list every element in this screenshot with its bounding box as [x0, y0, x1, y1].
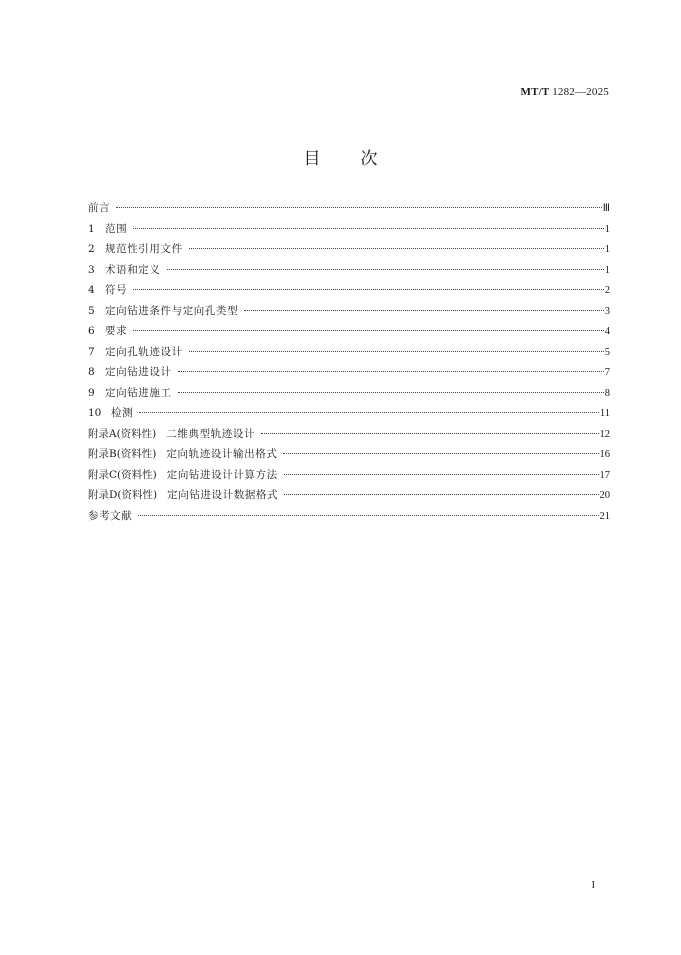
toc-entry-4[interactable]	[88, 280, 610, 301]
document-code-number: 1282—2025	[552, 86, 609, 98]
toc-entry-annex-tag: 附录C(资料性)	[88, 468, 157, 481]
toc-entry-page: 16	[599, 449, 610, 460]
toc-entry-page: 4	[604, 326, 610, 337]
toc-entry-number: 4	[88, 284, 95, 296]
dot-leader	[178, 371, 604, 372]
toc-entry-annex-b[interactable]	[88, 444, 610, 465]
toc-entry-page: 12	[599, 428, 610, 440]
dot-leader	[178, 392, 604, 393]
toc-entry-page: 1	[604, 223, 610, 235]
toc-entry-bibliography[interactable]	[88, 506, 610, 527]
toc-entry-label: 定向钻进条件与定向孔类型	[105, 304, 239, 317]
toc-entry-annex-d[interactable]	[88, 485, 610, 506]
dot-leader	[133, 330, 604, 331]
dot-leader	[284, 494, 598, 495]
dot-leader	[261, 433, 598, 434]
toc-entry-label: 范围	[105, 222, 128, 235]
page-title-char-2: 次	[360, 149, 378, 169]
toc-entry-annex-tag: 附录D(资料性)	[88, 489, 158, 501]
dot-leader	[116, 207, 602, 208]
toc-entry-label: 定向钻进施工	[105, 386, 172, 399]
toc-entry-label: 前言	[88, 202, 111, 214]
toc-entry-foreword[interactable]	[88, 198, 610, 219]
toc-entry-label: 参考文献	[88, 509, 133, 522]
toc-entry-page: 2	[604, 285, 610, 296]
toc-entry-1[interactable]	[88, 219, 610, 240]
toc-entry-page: 1	[604, 264, 610, 276]
toc-entry-label: 定向钻进设计	[105, 366, 172, 378]
toc-entry-number: 9	[88, 386, 95, 399]
document-code-prefix: MT/T	[520, 86, 550, 98]
dot-leader	[133, 228, 604, 229]
toc-entry-number: 2	[88, 243, 95, 255]
toc-entry-7[interactable]	[88, 342, 610, 363]
toc-entry-5[interactable]	[88, 301, 610, 322]
toc-entry-6[interactable]	[88, 321, 610, 342]
toc-entry-annex-c[interactable]	[88, 465, 610, 486]
toc-entry-label: 二维典型轨迹设计	[166, 427, 256, 440]
toc-entry-label: 定向孔轨迹设计	[105, 345, 183, 358]
toc-entry-page: 11	[599, 408, 610, 419]
toc-entry-page: 5	[604, 346, 610, 358]
page-number: I	[591, 880, 595, 891]
dot-leader	[284, 474, 599, 475]
toc-entry-label: 要求	[105, 325, 128, 337]
toc-entry-annex-a[interactable]	[88, 424, 610, 445]
toc-entry-label: 定向轨迹设计输出格式	[166, 448, 278, 460]
toc-entry-label: 定向钻进设计数据格式	[167, 489, 279, 501]
toc-entry-label: 检测	[111, 407, 134, 419]
toc-entry-page: 20	[599, 490, 610, 501]
toc-entry-number: 1	[88, 222, 95, 235]
toc-entry-page: 1	[604, 244, 610, 255]
toc-entry-page: Ⅲ	[602, 203, 610, 214]
dot-leader	[167, 269, 604, 270]
toc-entry-page: 21	[599, 510, 610, 522]
toc-entry-label: 规范性引用文件	[105, 243, 183, 255]
document-code	[521, 86, 609, 98]
toc-entry-annex-tag: 附录B(资料性)	[88, 448, 157, 460]
dot-leader	[138, 515, 598, 516]
toc-entry-3[interactable]	[88, 260, 610, 281]
toc-entry-label: 术语和定义	[105, 263, 161, 276]
toc-entry-label: 定向钻进设计计算方法	[166, 468, 278, 481]
toc-entry-annex-tag: 附录A(资料性)	[88, 427, 157, 440]
toc-entry-number: 7	[88, 345, 95, 358]
toc-entry-number: 5	[88, 304, 95, 317]
dot-leader	[189, 248, 604, 249]
toc-entry-10[interactable]	[88, 403, 610, 424]
toc-entry-label: 符号	[105, 284, 128, 296]
toc-entry-page: 17	[599, 469, 610, 481]
toc-entry-2[interactable]	[88, 239, 610, 260]
toc-entry-9[interactable]	[88, 383, 610, 404]
dot-leader	[283, 453, 598, 454]
dot-leader	[139, 412, 599, 413]
toc-entry-page: 7	[604, 367, 610, 378]
dot-leader	[189, 351, 604, 352]
toc-entry-number: 10	[88, 407, 102, 419]
toc-entry-8[interactable]	[88, 362, 610, 383]
table-of-contents	[88, 198, 610, 526]
page-title	[0, 144, 681, 169]
toc-entry-page: 3	[604, 305, 610, 317]
toc-entry-number: 6	[88, 325, 95, 337]
dot-leader	[133, 289, 604, 290]
page-title-char-1: 目	[303, 149, 321, 169]
toc-entry-number: 3	[88, 263, 95, 276]
dot-leader	[244, 310, 604, 311]
toc-entry-page: 8	[604, 387, 610, 399]
toc-entry-number: 8	[88, 366, 95, 378]
